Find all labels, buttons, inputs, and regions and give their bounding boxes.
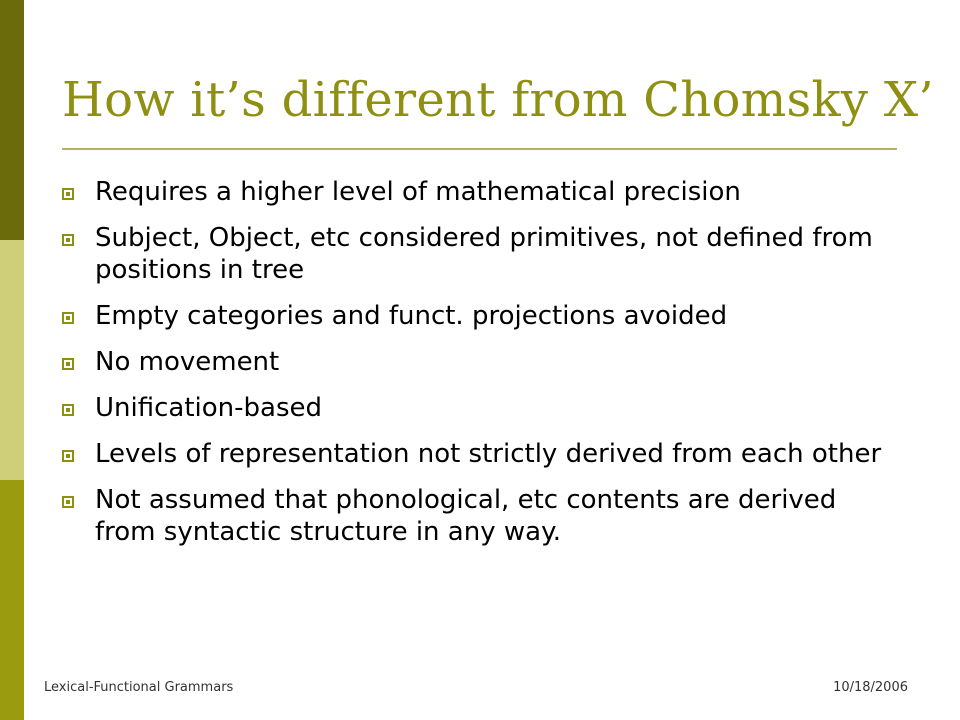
bullet-list	[62, 176, 902, 562]
side-bar-middle	[0, 240, 24, 480]
bullet-text: Empty categories and funct. projections avoided	[95, 301, 728, 331]
square-bullet-icon	[62, 404, 74, 416]
footer-title: Lexical-Functional Grammars	[44, 680, 234, 695]
bullet-item	[62, 484, 902, 548]
bullet-item	[62, 346, 902, 378]
square-bullet-icon	[62, 312, 74, 324]
side-bar-bottom	[0, 480, 24, 720]
bullet-item	[62, 392, 902, 424]
bullet-text: Not assumed that phonological, etc contents are derived from syntactic structure in any way.	[95, 485, 837, 547]
bullet-item	[62, 222, 902, 286]
title-divider	[62, 148, 897, 150]
bullet-text: Requires a higher level of mathematical precision	[95, 177, 741, 207]
bullet-text: Unification-based	[95, 393, 323, 423]
bullet-item	[62, 176, 902, 208]
square-bullet-icon	[62, 188, 74, 200]
slide-title: How it’s different from Chomsky X’	[62, 72, 934, 128]
bullet-text: Levels of representation not strictly derived from each other	[95, 439, 882, 469]
square-bullet-icon	[62, 450, 74, 462]
bullet-item	[62, 300, 902, 332]
bullet-text: No movement	[95, 347, 280, 377]
square-bullet-icon	[62, 496, 74, 508]
bullet-item	[62, 438, 902, 470]
bullet-text: Subject, Object, etc considered primitives, not defined from positions in tree	[95, 223, 873, 285]
square-bullet-icon	[62, 358, 74, 370]
side-bar-top	[0, 0, 24, 240]
footer-date: 10/18/2006	[833, 680, 908, 695]
square-bullet-icon	[62, 234, 74, 246]
